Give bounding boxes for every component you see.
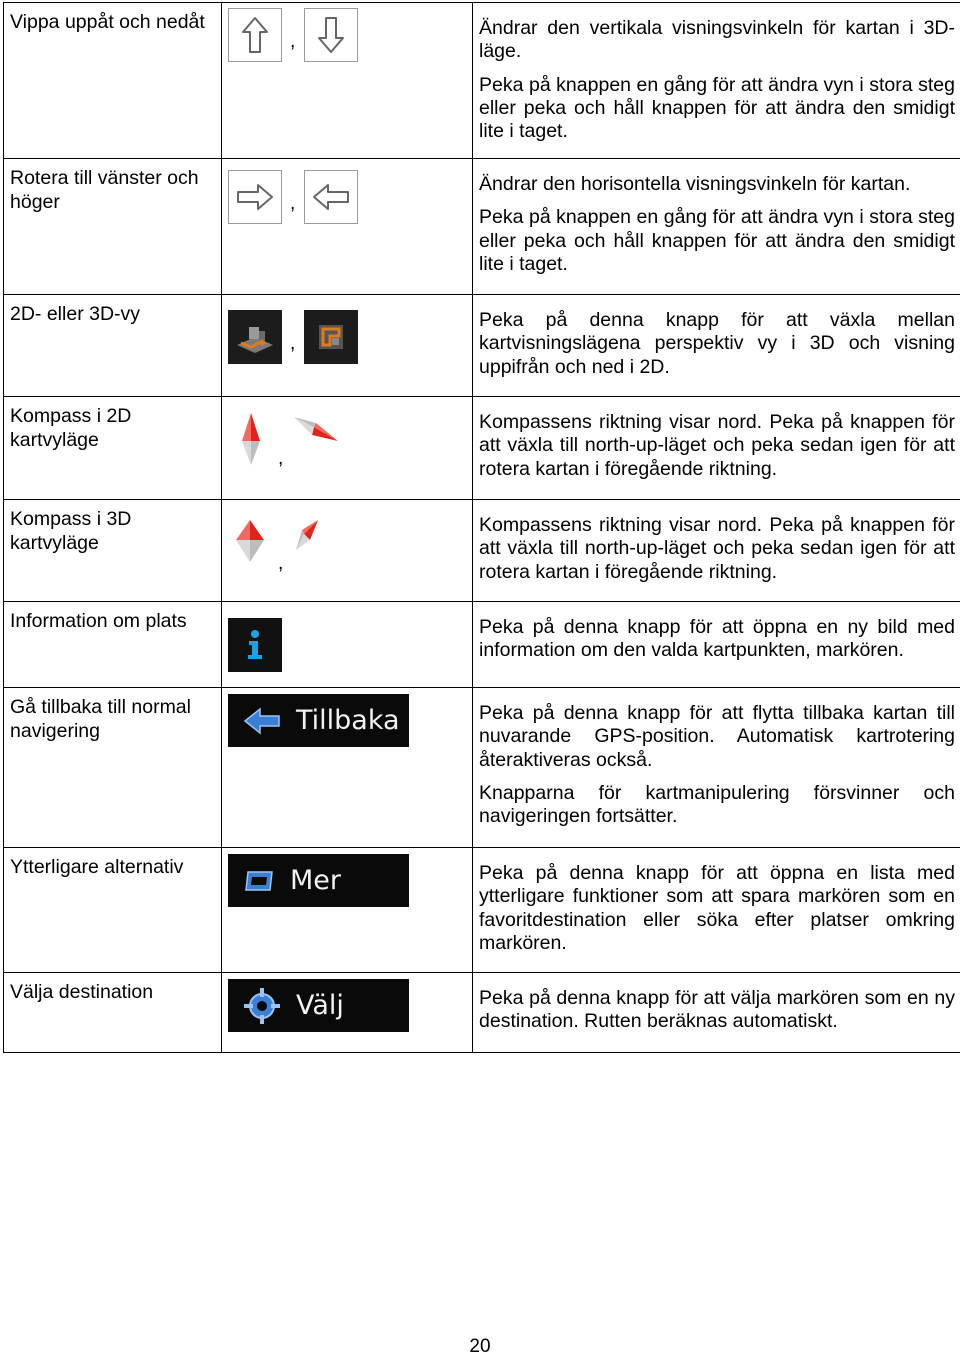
description: Peka på denna knapp för att växla mellan kartvisningslägena perspektiv vy i 3D och visning uppifrån och ned i 2D. xyxy=(479,309,955,379)
select-button-label: Välj xyxy=(296,990,344,1021)
arrow-down-icon[interactable] xyxy=(304,8,358,62)
table-row xyxy=(4,397,960,500)
compass-north-icon[interactable] xyxy=(236,411,266,467)
table-row xyxy=(4,159,960,295)
description: Kompassens riktning visar nord. Peka på knappen för att växla till north-up-läget och peka sedan igen för att rotera kartan i föregående riktning. xyxy=(479,411,955,481)
select-button[interactable] xyxy=(228,979,409,1032)
3d-view-icon[interactable] xyxy=(228,310,282,364)
more-button-label: Mer xyxy=(290,865,341,896)
info-icon[interactable] xyxy=(228,618,282,672)
row-label: 2D- eller 3D-vy xyxy=(4,295,221,327)
description: Ändrar den vertikala visningsvinkeln för kartan i 3D-läge. xyxy=(479,17,955,64)
back-button[interactable] xyxy=(228,694,409,747)
description: Peka på knappen en gång för att ändra vyn i stora steg eller peka och håll knappen för att ändra den smidigt lite i taget. xyxy=(479,74,955,144)
separator: , xyxy=(290,194,295,214)
row-label: Information om plats xyxy=(4,602,221,634)
description: Peka på denna knapp för att flytta tillbaka kartan till nuvarande GPS-position. Automatisk kartrotering återaktiveras också. xyxy=(479,702,955,772)
back-button-label: Tillbaka xyxy=(296,705,400,736)
2d-view-icon[interactable] xyxy=(304,310,358,364)
description: Peka på denna knapp för att välja markören som en ny destination. Rutten beräknas automatiskt. xyxy=(479,987,955,1034)
table-row xyxy=(4,3,960,159)
row-label: Ytterligare alternativ xyxy=(4,848,221,880)
compass-rotated-icon[interactable] xyxy=(292,411,340,451)
arrow-up-icon[interactable] xyxy=(228,8,282,62)
controls-table xyxy=(3,2,960,1053)
table-row xyxy=(4,602,960,688)
row-label: Kompass i 3D kartvyläge xyxy=(4,500,221,555)
table-row xyxy=(4,295,960,397)
more-icon xyxy=(242,868,276,894)
description: Peka på denna knapp för att öppna en lista med ytterligare funktioner som att spara markören som en favoritdestination eller söka efter platser omkring markören. xyxy=(479,862,955,955)
description: Peka på knappen en gång för att ändra vyn i stora steg eller peka och håll knappen för att ändra den smidigt lite i taget. xyxy=(479,206,955,276)
row-label: Vippa uppåt och nedåt xyxy=(4,3,221,35)
table-row xyxy=(4,973,960,1053)
table-row xyxy=(4,688,960,848)
arrow-left-icon[interactable] xyxy=(304,170,358,224)
table-row xyxy=(4,500,960,602)
more-button[interactable] xyxy=(228,854,409,907)
description: Ändrar den horisontella visningsvinkeln för kartan. xyxy=(479,173,955,196)
description: Kompassens riktning visar nord. Peka på knappen för att växla till north-up-läget och peka sedan igen för att rotera kartan i föregående riktning. xyxy=(479,514,955,584)
table-row xyxy=(4,848,960,973)
separator: , xyxy=(278,449,283,469)
crosshair-icon xyxy=(242,986,282,1026)
separator: , xyxy=(278,554,283,574)
row-label: Rotera till vänster och höger xyxy=(4,159,221,214)
row-label: Gå tillbaka till normal navigering xyxy=(4,688,221,743)
compass-3d-north-icon[interactable] xyxy=(232,516,268,566)
description: Peka på denna knapp för att öppna en ny bild med information om den valda kartpunkten, markören. xyxy=(479,616,955,663)
page-number: 20 xyxy=(0,1336,960,1358)
separator: , xyxy=(290,32,295,52)
back-arrow-icon xyxy=(242,706,282,736)
row-label: Välja destination xyxy=(4,973,221,1005)
description: Knapparna för kartmanipulering försvinner och navigeringen fortsätter. xyxy=(479,782,955,829)
separator: , xyxy=(290,334,295,354)
row-label: Kompass i 2D kartvyläge xyxy=(4,397,221,452)
arrow-right-icon[interactable] xyxy=(228,170,282,224)
compass-3d-rotated-icon[interactable] xyxy=(292,516,322,556)
